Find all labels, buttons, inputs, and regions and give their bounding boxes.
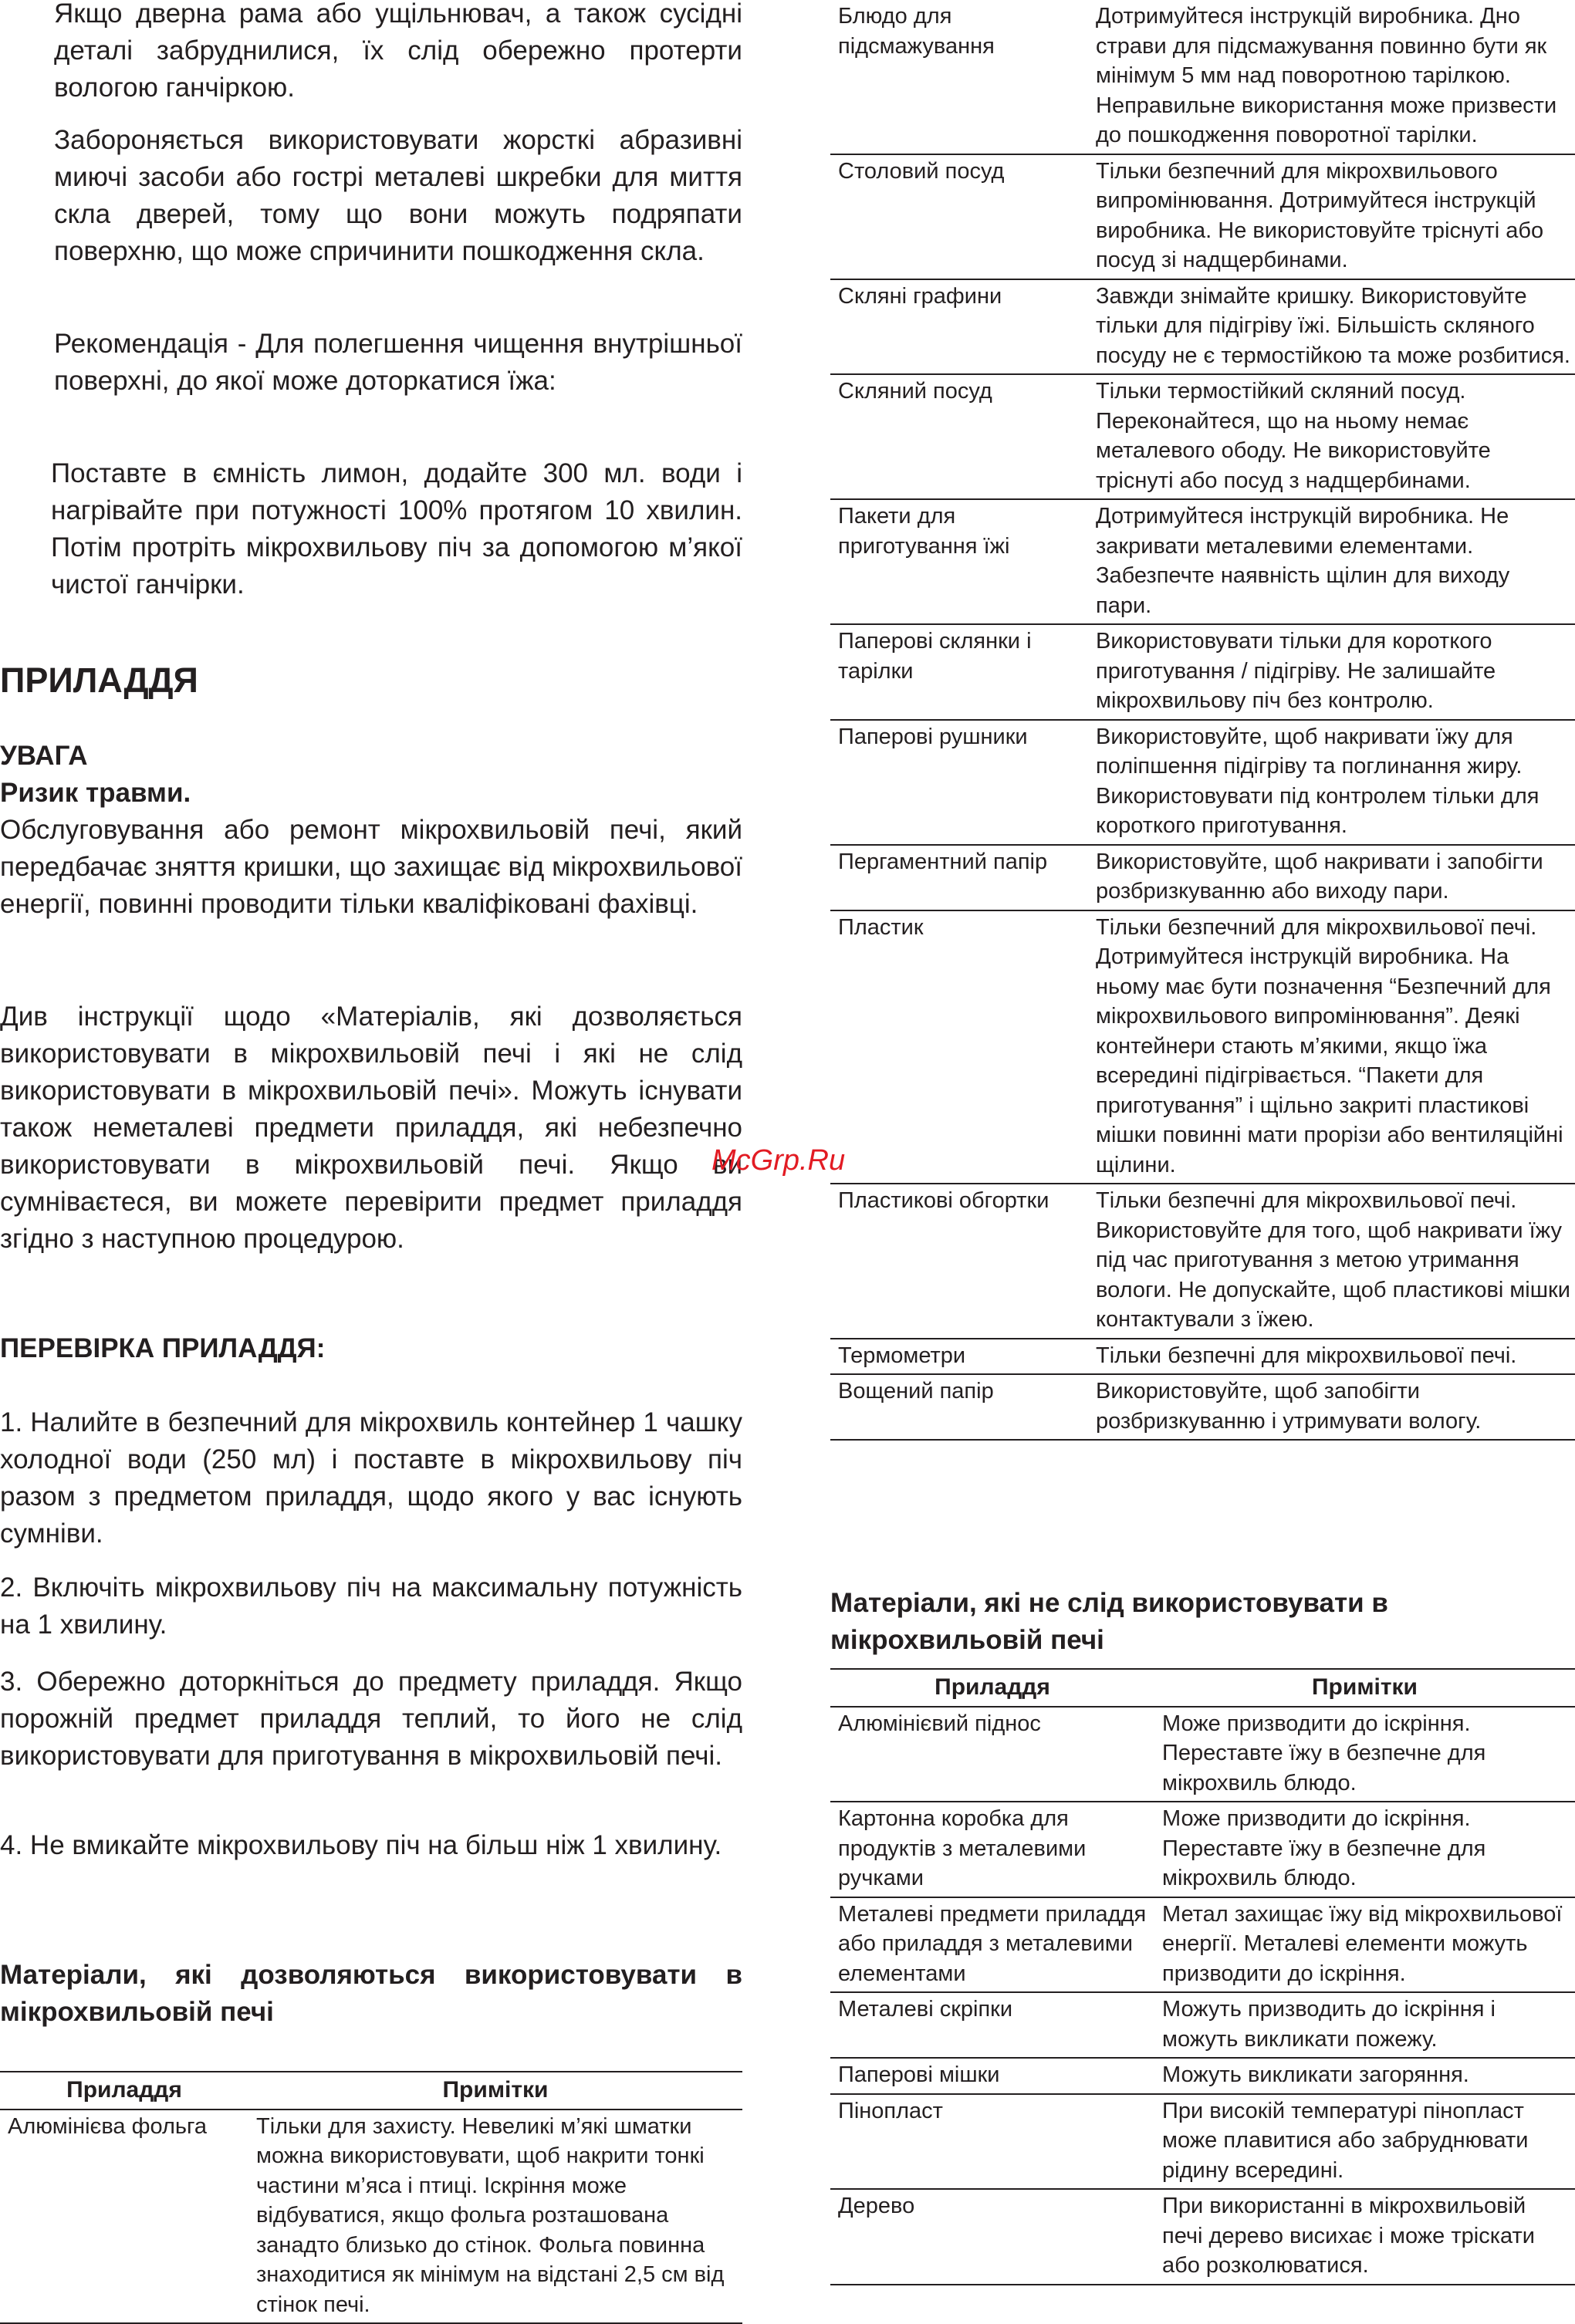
allowed-header-item: Приладдя [0,2072,248,2110]
warning-subtitle: Ризик травми. [0,778,191,808]
table-cell-note: Використовувати тільки для короткого приготування / підігріву. Не залишайте мікрохвильову піч без контролю. [1096,629,1496,713]
table-cell-note: Тільки для захисту. Невеликі м’які шматки можна використовувати, щоб накрити тонкі частини м’яса і птиці. Іскріння може відбуватися, якщо фольга розташована занадто близько до стінок. Фольга повинна знаходитися як мінімум на відстані 2,5 см від стінок печі. [256,2113,725,2317]
table-cell-note: При високій температурі пінопласт може плавитися або забруднювати рідину всередині. [1162,2098,1529,2183]
table-cell-note: Може призводити до іскріння. Переставте їжу в безпечне для мікрохвиль блюдо. [1162,1711,1486,1795]
table-cell-item: Пластик [838,914,924,940]
table-cell-note: Завжди знімайте кришку. Використовуйте тільки для підігріву їжі. Більшість скляного посуду не є термостійкою та може розбитися. [1096,283,1570,368]
accessory-paragraph: Див інструкції щодо «Матеріалів, які дозволяється використовувати в мікрохвильовій печі і які не слід використовувати в мікрохвильовій печі». Можуть існувати також неметалеві предмети приладдя, які небезпечно використовувати в мікрохвильовій печі. Якщо ви сумніваєтеся, ви можете перевірити предмет приладдя згідно з наступною процедурою. [0,1002,742,1254]
table-cell-note: При використанні в мікрохвильовій печі дерево висихає і може тріскати або розколюватися. [1162,2194,1535,2278]
check-step-4: 4. Не вмикайте мікрохвильову піч на більш ніж 1 хвилину. [0,1830,722,1860]
table-cell-note: Використовуйте, щоб накривати і запобігти розбризкуванню або виходу пари. [1096,849,1543,904]
table-cell-item: Алюмінієвий піднос [838,1711,1041,1736]
table-row [830,1339,1575,1375]
table-row [830,1374,1575,1440]
cleaning-lemon-tip: Поставте в ємність лимон, додайте 300 мл. води і нагрівайте при потужності 100% протягом 10 хвилин. Потім протріть мікрохвильову піч за допомогою м’якої чистої ганчірки. [51,458,742,600]
table-cell-note: Можуть викликати загоряння. [1162,2062,1469,2087]
table-row [830,0,1575,154]
watermark-logo: McGrp.Ru [711,1144,846,1177]
table-cell-item: Алюмінієва фольга [8,2113,208,2139]
check-title: ПЕРЕВІРКА ПРИЛАДДЯ: [0,1333,326,1363]
table-cell-note: Може призводити до іскріння. Переставте їжу в безпечне для мікрохвиль блюдо. [1162,1806,1486,1890]
table-cell-note: Дотримуйтеся інструкцій виробника. Дно страви для підсмажування повинно бути як мінімум 5 мм над поворотною тарілкою. Неправильне використання може призвести до пошкодження поворотної тарілки. [1096,4,1557,147]
table-cell-note: Тільки безпечний для мікрохвильового випромінювання. Дотримуйтеся інструкцій виробника. Не використовуйте тріснуті або посуд зі надщербинами. [1096,158,1544,272]
forbidden-header-note: Примітки [1154,1669,1575,1707]
table-row [830,624,1575,720]
forbidden-header-item: Приладдя [830,1669,1154,1707]
table-row [830,154,1575,279]
table-cell-item: Металеві предмети приладдя або приладдя з металевими елементами [838,1901,1147,1986]
check-step-3: 3. Обережно доторкніться до предмету приладдя. Якщо порожній предмет приладдя теплий, то його не слід використовувати для приготування в мікрохвильовій печі. [0,1667,742,1771]
table-row [830,2058,1575,2094]
table-row [830,845,1575,910]
warning-text: Обслуговування або ремонт мікрохвильовій печі, який передбачає зняття кришки, що захищає від мікрохвильової енергії, повинні проводити тільки кваліфіковані фахівці. [0,815,742,919]
table-row [830,1802,1575,1897]
table-cell-note: Тільки безпечні для мікрохвильової печі. [1096,1343,1517,1368]
cleaning-recommendation: Рекомендація - Для полегшення чищення внутрішньої поверхні, до якої може доторкатися їжа: [54,329,742,396]
allowed-table-part1 [0,2071,742,2324]
table-row [0,2110,742,2324]
table-row [830,1992,1575,2058]
table-row [830,910,1575,1184]
table-cell-note: Тільки безпечний для мікрохвильової печі. Дотримуйтеся інструкцій виробника. На ньому має бути позначення “Безпечний для мікрохвильового випромінювання”. Деякі контейнери стають м’якими, якщо їжа всередині підігрівається. “Пакети для приготування” і щільно закриті пластикові мішки повинні мати прорізи або вентиляційні щілини. [1096,914,1563,1177]
table-cell-note: Дотримуйтеся інструкцій виробника. Не закривати металевими елементами. Забезпечте наявність щілин для виходу пари. [1096,504,1510,618]
table-row [830,1707,1575,1802]
table-cell-note: Використовуйте, щоб запобігти розбризкуванню і утримувати вологу. [1096,1379,1482,1434]
table-cell-item: Пінопласт [838,2098,943,2123]
table-cell-note: Метал захищає їжу від мікрохвильової енергії. Металеві елементи можуть призводити до іскріння. [1162,1901,1563,1986]
table-cell-item: Скляний посуд [838,379,992,404]
allowed-title: Матеріали, які дозволяються використовувати в мікрохвильовій печі [0,1960,742,2027]
table-row [830,2189,1575,2285]
table-row [830,1184,1575,1339]
table-cell-item: Картонна коробка для продуктів з металевими ручками [838,1806,1087,1890]
table-cell-item: Пластикові обгортки [838,1188,1049,1213]
table-row [830,374,1575,499]
table-row [830,720,1575,845]
table-cell-item: Скляні графини [838,283,1002,309]
table-cell-item: Столовий посуд [838,158,1005,184]
warning-title: УВАГА [0,741,88,771]
check-step-1: 1. Налийте в безпечний для мікрохвиль контейнер 1 чашку холодної води (250 мл) і поставте в мікрохвильову піч разом з предметом приладдя, щодо якого у вас існують сумніви. [0,1407,742,1549]
table-row [830,279,1575,375]
table-cell-item: Паперові склянки і тарілки [838,629,1032,684]
cleaning-paragraph-1: Якщо дверна рама або ущільнювач, а також сусідні деталі забруднилися, їх слід обережно протерти вологою ганчіркою. [54,0,742,103]
allowed-table-part2 [830,0,1575,1441]
table-cell-item: Паперові мішки [838,2062,1000,2087]
cleaning-paragraph-2: Забороняється використовувати жорсткі абразивні миючі засоби або гострі металеві шкребки для миття скла дверей, тому що вони можуть подряпати поверхню, що може спричинити пошкодження скла. [54,125,742,266]
forbidden-title: Матеріали, які не слід використовувати в мікрохвильовій печі [830,1588,1388,1655]
table-cell-note: Можуть призводить до іскріння і можуть викликати пожежу. [1162,1997,1496,2052]
table-cell-item: Блюдо для підсмажування [838,4,995,59]
table-cell-note: Використовуйте, щоб накривати їжу для поліпшення підігріву та поглинання жиру. Використовувати під контролем тільки для короткого приготування. [1096,724,1540,838]
table-row [830,2094,1575,2190]
table-cell-item: Дерево [838,2194,915,2218]
table-cell-note: Тільки термостійкий скляний посуд. Переконайтеся, що на ньому немає металевого ободу. Не використовуйте тріснуті або посуд з надщербинами. [1096,379,1491,493]
table-cell-item: Пергаментний папір [838,849,1048,874]
table-cell-note: Тільки безпечні для мікрохвильової печі. Використовуйте для того, щоб накривати їжу під час приготування з метою утримання вологи. Не допускайте, щоб пластикові мішки контактували з їжею. [1096,1188,1570,1332]
table-row [830,1897,1575,1993]
table-cell-item: Термометри [838,1343,966,1368]
table-cell-item: Металеві скріпки [838,1997,1013,2022]
table-cell-item: Паперові рушники [838,724,1028,749]
forbidden-table [830,1668,1575,2285]
table-cell-item: Вощений папір [838,1379,994,1404]
table-cell-item: Пакети для приготування їжі [838,504,1010,559]
check-step-2: 2. Включіть мікрохвильову піч на максимальну потужність на 1 хвилину. [0,1572,742,1640]
section-title: ПРИЛАДДЯ [0,660,198,700]
table-row [830,499,1575,624]
allowed-header-note: Примітки [248,2072,742,2110]
